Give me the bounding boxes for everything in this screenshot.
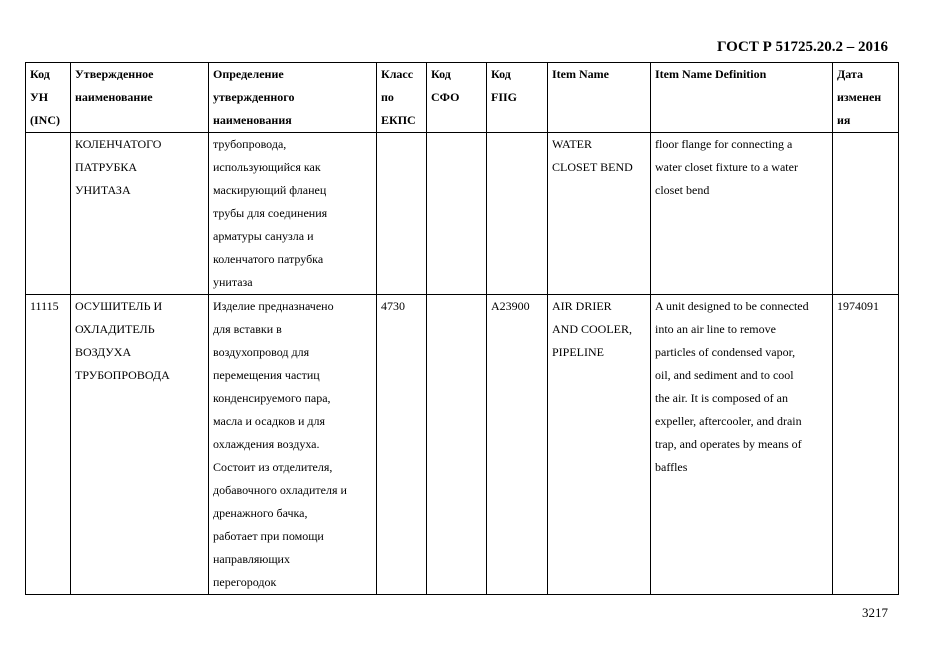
cell-line: CLOSET BEND (552, 160, 633, 174)
cell-change-date (833, 295, 899, 595)
cell-line: baffles (655, 460, 688, 474)
cell-sfo-code (427, 133, 487, 295)
cell-line: трубопровода, (213, 137, 287, 151)
header-ekps-class (377, 63, 427, 133)
cell-line: перемещения частиц (213, 368, 320, 382)
page-number: 3217 (862, 605, 888, 620)
cell-line: expeller, aftercooler, and drain (655, 414, 802, 428)
header-approved-name (71, 63, 209, 133)
cell-line: oil, and sediment and to cool (655, 368, 794, 382)
cell-fiig-code (487, 295, 548, 595)
cell-line: A unit designed to be connected (655, 299, 809, 313)
cell-item-name-definition (651, 295, 833, 595)
cell-line: 11115 (30, 299, 59, 313)
cell-change-date (833, 133, 899, 295)
cell-name-definition (209, 295, 377, 595)
cell-line: Item Name Definition (655, 67, 767, 81)
cell-line: trap, and operates by means of (655, 437, 802, 451)
cell-line: Изделие предназначено (213, 299, 334, 313)
cell-line: Код (491, 67, 511, 81)
cell-line: ТРУБОПРОВОДА (75, 368, 170, 382)
cell-fiig-code (487, 133, 548, 295)
table-row (26, 133, 899, 295)
catalog-table (25, 62, 899, 595)
cell-item-name (548, 133, 651, 295)
cell-line: унитаза (213, 275, 253, 289)
cell-line: ОХЛАДИТЕЛЬ (75, 322, 155, 336)
cell-line: A23900 (491, 299, 530, 313)
cell-line: floor flange for connecting a (655, 137, 793, 151)
cell-line: перегородок (213, 575, 277, 589)
cell-line: наименования (213, 113, 292, 127)
cell-line: СФО (431, 90, 460, 104)
document-header: ГОСТ Р 51725.20.2 – 2016 (716, 39, 888, 55)
cell-line: ПАТРУБКА (75, 160, 138, 174)
cell-line: Класс (381, 67, 414, 81)
cell-approved-name (71, 133, 209, 295)
cell-line: арматуры санузла и (213, 229, 314, 243)
cell-line: для вставки в (213, 322, 282, 336)
cell-line: КОЛЕНЧАТОГО (75, 137, 162, 151)
cell-line: ЕКПС (381, 113, 416, 127)
cell-line: УНИТАЗА (75, 183, 131, 197)
cell-line: по (381, 90, 394, 104)
cell-line: использующийся как (213, 160, 321, 174)
cell-line: closet bend (655, 183, 710, 197)
table-row (26, 295, 899, 595)
cell-line: 1974091 (837, 299, 879, 313)
cell-line: Код (431, 67, 451, 81)
cell-line: Item Name (552, 67, 609, 81)
cell-line: into an air line to remove (655, 322, 776, 336)
header-change-date (833, 63, 899, 133)
cell-line: (INC) (30, 113, 60, 127)
cell-line: Утвержденное (75, 67, 154, 81)
cell-line: охлаждения воздуха. (213, 437, 320, 451)
cell-line: конденсируемого пара, (213, 391, 331, 405)
cell-line: утвержденного (213, 90, 295, 104)
cell-approved-name (71, 295, 209, 595)
cell-line: Состоит из отделителя, (213, 460, 333, 474)
cell-line: наименование (75, 90, 153, 104)
cell-line: трубы для соединения (213, 206, 328, 220)
cell-line: работает при помощи (213, 529, 324, 543)
cell-line: коленчатого патрубка (213, 252, 324, 266)
cell-line: маскирующий фланец (213, 183, 327, 197)
cell-line: WATER (552, 137, 592, 151)
cell-line: добавочного охладителя и (213, 483, 347, 497)
cell-ekps-class (377, 295, 427, 595)
cell-line: ия (837, 113, 851, 127)
cell-line: PIPELINE (552, 345, 604, 359)
cell-line: направляющих (213, 552, 290, 566)
cell-line: Дата (837, 67, 863, 81)
cell-line: AND COOLER, (552, 322, 632, 336)
cell-item-name-definition (651, 133, 833, 295)
cell-line: изменен (837, 90, 882, 104)
cell-line: дренажного бачка, (213, 506, 308, 520)
cell-line: Определение (213, 67, 284, 81)
cell-line: ВОЗДУХА (75, 345, 132, 359)
cell-ekps-class (377, 133, 427, 295)
cell-line: 4730 (381, 299, 405, 313)
header-inc-code (26, 63, 71, 133)
cell-line: AIR DRIER (552, 299, 612, 313)
cell-inc-code (26, 133, 71, 295)
cell-line: УН (30, 90, 49, 104)
cell-line: масла и осадков и для (213, 414, 326, 428)
cell-line: FIIG (491, 90, 518, 104)
cell-name-definition (209, 133, 377, 295)
cell-line: the air. It is composed of an (655, 391, 788, 405)
cell-inc-code (26, 295, 71, 595)
header-item-name (548, 63, 651, 133)
header-name-definition (209, 63, 377, 133)
header-fiig-code (487, 63, 548, 133)
cell-line: water closet fixture to a water (655, 160, 798, 174)
cell-sfo-code (427, 295, 487, 595)
table-header-row (26, 63, 899, 133)
header-sfo-code (427, 63, 487, 133)
cell-item-name (548, 295, 651, 595)
header-item-name-definition (651, 63, 833, 133)
cell-line: particles of condensed vapor, (655, 345, 796, 359)
cell-line: ОСУШИТЕЛЬ И (75, 299, 163, 313)
cell-line: воздухопровод для (213, 345, 310, 359)
cell-line: Код (30, 67, 50, 81)
